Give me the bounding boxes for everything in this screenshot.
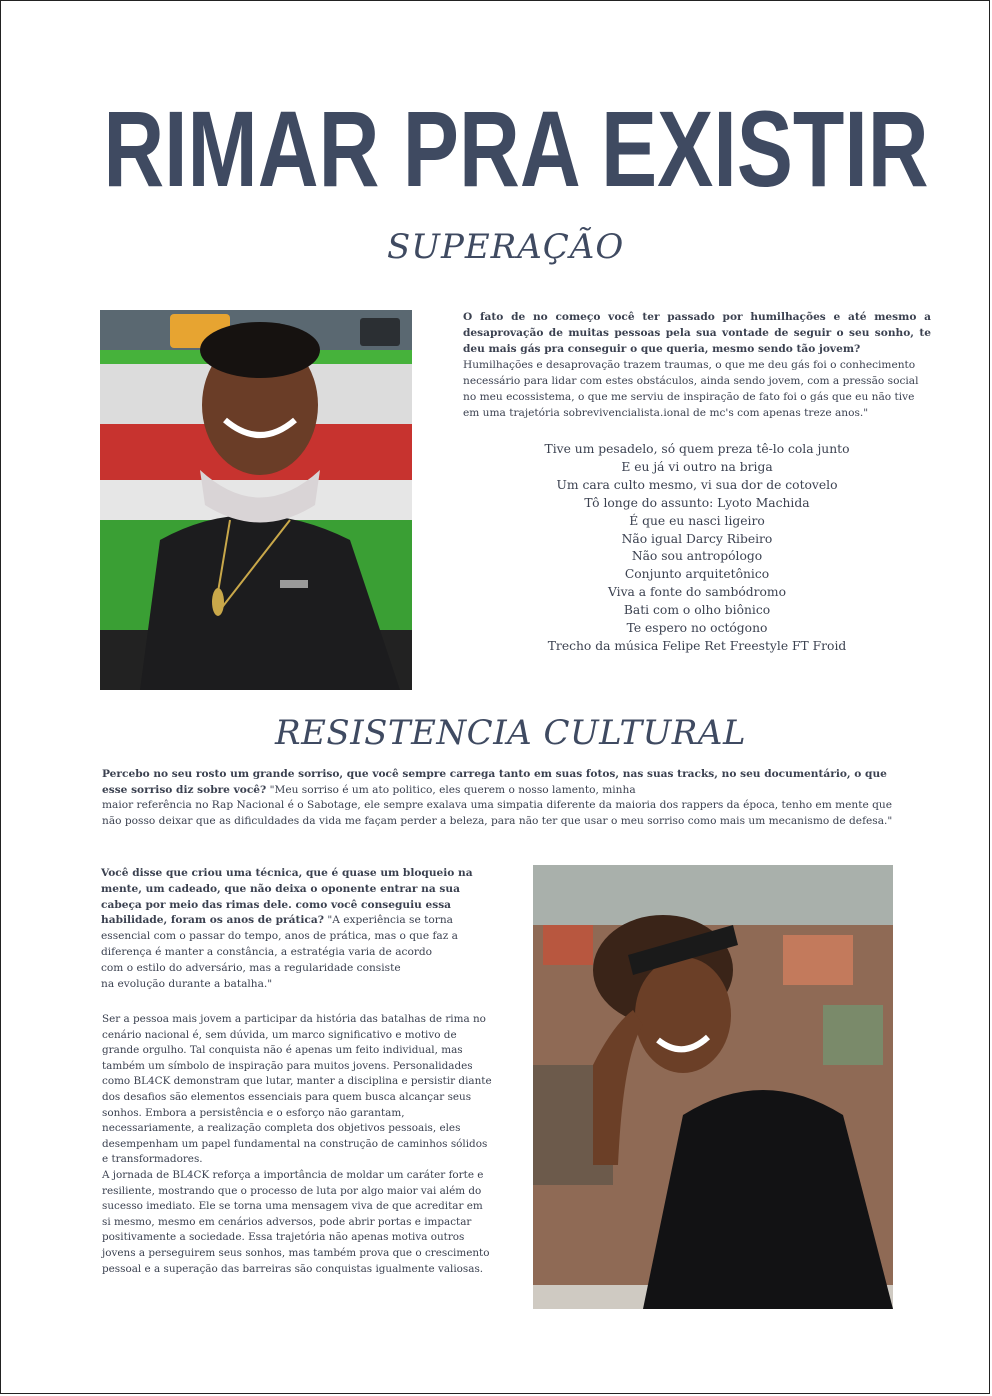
- lyric-line: Bati com o olho biônico: [623, 603, 771, 618]
- answer-3-c: na evolução durante a batalha.": [101, 977, 273, 990]
- answer-2-start: "Meu sorriso é um ato politico, eles querem o nosso lamento, minha: [266, 783, 636, 796]
- question-1: O fato de no começo você ter passado por humilhações e até mesmo a desaprovação de muitas pessoas pela sua vontade de seguir o seu sonho, te deu mais gás pra conseguir o que queria, mesmo sendo tão jovem?: [463, 311, 931, 355]
- lyric-line: Não sou antropólogo: [631, 549, 763, 564]
- portrait-illustration-2: [533, 865, 893, 1309]
- body-paragraph-1: Ser a pessoa mais jovem a participar da história das batalhas de rima no cenário nacional é, sem dúvida, um marco significativo e motivo de grande orgulho. Tal conquista não é apenas um feito individual, mas também um símbolo de inspiração para muitos jovens. Personalidades como BL4CK demonstram que lutar, manter a disciplina e persistir diante dos desafios são elementos essenciais para quem busca alcançar seus sonhos. Embora a persistência e o esforço não garantam, necessariamente, a realização completa dos objetivos pessoais, eles desempenham um papel fundamental na construção de caminhos sólidos e transformadores.: [102, 1013, 492, 1166]
- section-heading-superacao: SUPERAÇÃO: [387, 227, 625, 267]
- lyric-line: É que eu nasci ligeiro: [629, 513, 765, 528]
- article-body: [102, 1012, 494, 1277]
- lyric-line: E eu já vi outro na briga: [621, 459, 773, 474]
- interview-block-2: [102, 767, 894, 829]
- interview-block-3: [101, 866, 501, 992]
- photo-smiling-rapper-headphones: [100, 310, 412, 690]
- interview-block-1: [463, 309, 931, 421]
- lyric-line: Conjunto arquitetônico: [624, 567, 770, 582]
- photo-rapper-with-cap: [533, 865, 893, 1309]
- lyric-line: Um cara culto mesmo, vi sua dor de cotovelo: [556, 477, 838, 492]
- lyric-line: Não igual Darcy Ribeiro: [621, 531, 773, 546]
- section-heading-resistencia: RESISTENCIA CULTURAL: [275, 713, 747, 753]
- question-2: Percebo no seu rosto um grande sorriso, que você sempre carrega tanto em suas fotos, nas suas tracks, no seu documentário, o que esse sorriso diz sobre você?: [102, 768, 887, 796]
- answer-3-a: "A experiência se torna essencial com o passar do tempo, anos de prática, mas o que faz a diferença é manter a constância, a estratégia varia de acordo: [101, 914, 458, 958]
- answer-1: Humilhações e desaprovação trazem traumas, o que me deu gás foi o conhecimento necessário para lidar com estes obstáculos, ainda sendo jovem, com a pressão social no meu ecossistema, o que me serviu de inspiração de fato foi o gás que eu não tive em uma trajetória sobrevivencialista.ional de mc's com apenas treze anos.": [463, 359, 919, 419]
- lyric-credit: Trecho da música Felipe Ret Freestyle FT Froid: [547, 638, 847, 653]
- lyrics-block: [521, 441, 873, 656]
- portrait-illustration: [100, 310, 412, 690]
- question-3: Você disse que criou uma técnica, que é quase um bloqueio na mente, um cadeado, que não deixa o oponente entrar na sua cabeça por meio das rimas dele. como você conseguiu essa habilidade, foram os anos de prática?: [101, 867, 473, 927]
- page-title: RIMAR PRA EXISTIR: [103, 88, 929, 209]
- body-paragraph-2: A jornada de BL4CK reforça a importância de moldar um caráter forte e resiliente, mostrando que o processo de luta por algo maior vai além do sucesso imediato. Ele se torna uma mensagem viva de que acreditar em si mesmo, mesmo em cenários adversos, pode abrir portas e impactar positivamente a sociedade. Essa trajetória não apenas motiva outros jovens a perseguirem seus sonhos, mas também prova que o crescimento pessoal e a superação das barreiras são conquistas igualmente valiosas.: [102, 1168, 490, 1275]
- lyric-line: Te espero no octógono: [626, 621, 768, 636]
- lyric-line: Viva a fonte do sambódromo: [607, 585, 786, 600]
- lyric-line: Tive um pesadelo, só quem preza tê-lo cola junto: [544, 442, 850, 456]
- answer-2-rest: maior referência no Rap Nacional é o Sabotage, ele sempre exalava uma simpatia diferente da maioria dos rappers da época, tenho em mente que não posso deixar que as dificuldades da vida me façam perder a beleza, para não ter que usar o meu sorriso como mais um mecanismo de defesa.": [102, 799, 893, 827]
- answer-3-b: com o estilo do adversário, mas a regularidade consiste: [101, 961, 401, 974]
- lyric-line: Tô longe do assunto: Lyoto Machida: [584, 495, 810, 510]
